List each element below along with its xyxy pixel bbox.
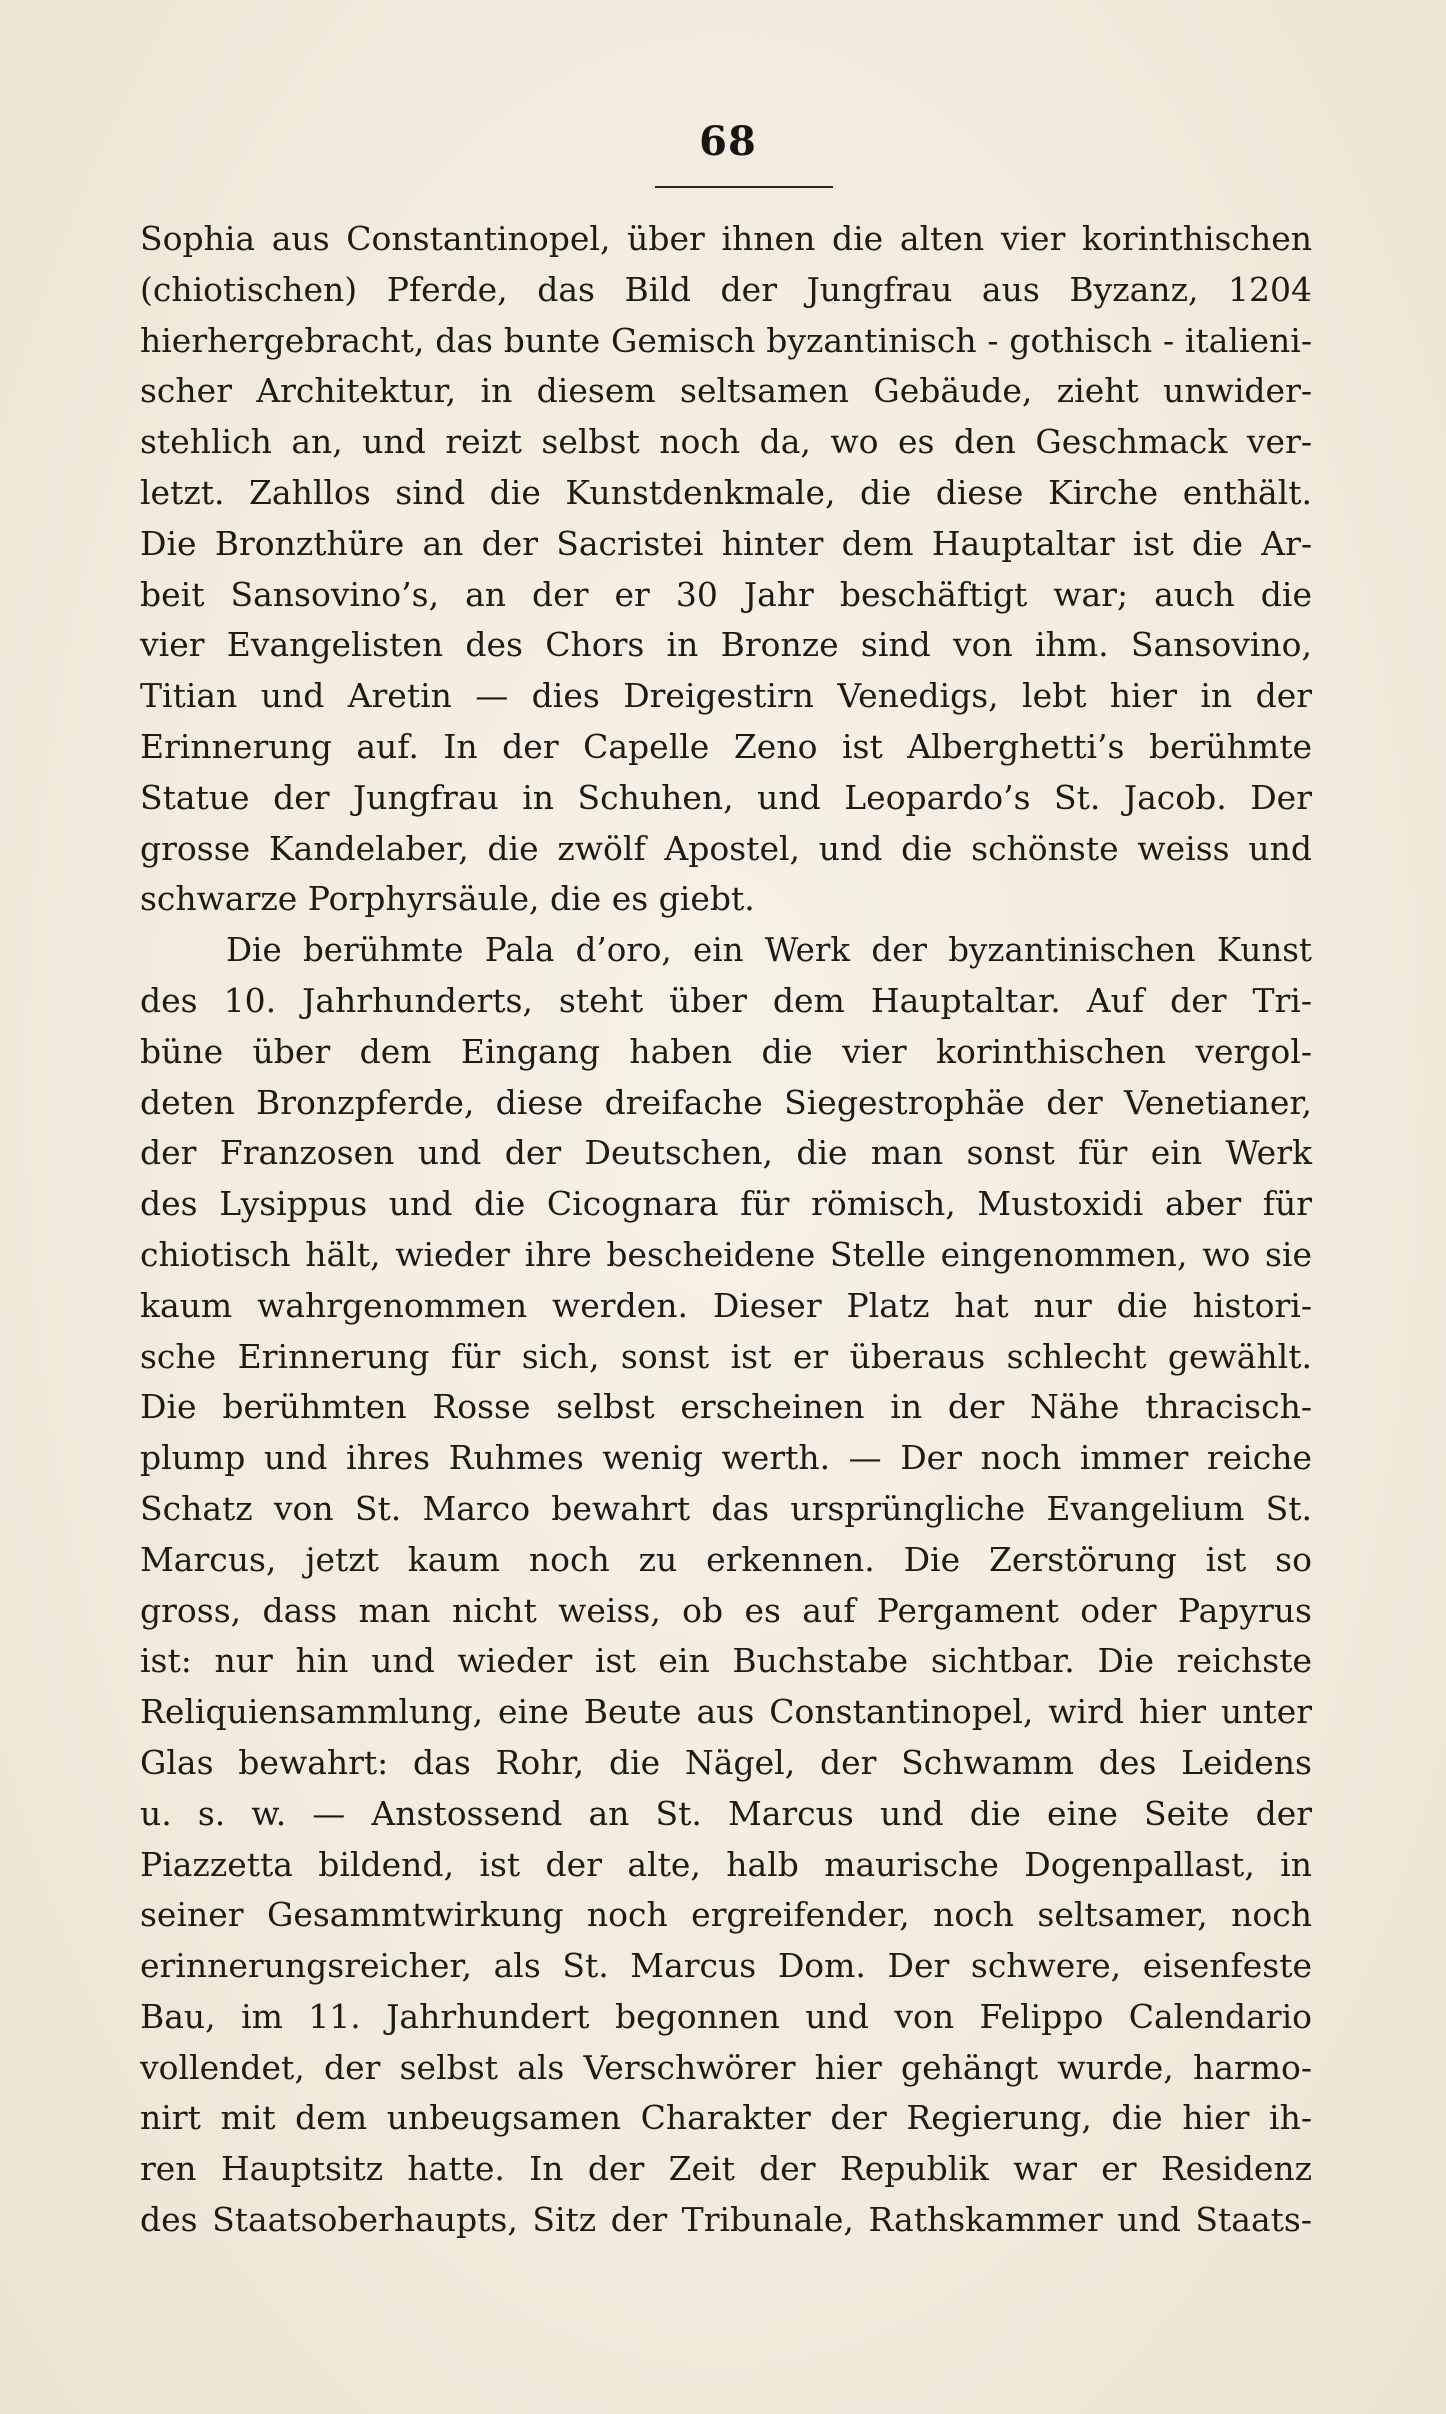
text-line: Die berühmten Rosse selbst erscheinen in der Nähe thracisch-	[140, 1387, 1312, 1427]
text-line: Marcus, jetzt kaum noch zu erkennen. Die Zerstörung ist so	[140, 1539, 1312, 1579]
text-line: scher Architektur, in diesem seltsamen Gebäude, zieht unwider-	[140, 371, 1312, 411]
header-rule	[655, 186, 833, 188]
text-line: vier Evangelisten des Chors in Bronze sind von ihm. Sansovino,	[140, 625, 1312, 665]
text-line: u. s. w. — Anstossend an St. Marcus und die eine Seite der	[140, 1793, 1312, 1833]
text-line: Sophia aus Constantinopel, über ihnen die alten vier korinthischen	[140, 219, 1312, 258]
text-line: des 10. Jahrhunderts, steht über dem Hauptaltar. Auf der Tri-	[140, 980, 1312, 1020]
text-line: (chiotischen) Pferde, das Bild der Jungfrau aus Byzanz, 1204	[140, 269, 1312, 309]
text-line: Statue der Jungfrau in Schuhen, und Leopardo’s St. Jacob. Der	[140, 777, 1312, 817]
text-line: Die berühmte Pala d’oro, ein Werk der byzantinischen Kunst	[226, 931, 1312, 970]
text-line: seiner Gesammtwirkung noch ergreifender, noch seltsamer, noch	[140, 1895, 1312, 1935]
text-line: Titian und Aretin — dies Dreigestirn Venedigs, lebt hier in der	[140, 676, 1312, 716]
body-text	[140, 214, 1312, 2246]
text-line: ist: nur hin und wieder ist ein Buchstabe sichtbar. Die reichste	[140, 1641, 1312, 1681]
text-line: des Lysippus und die Cicognara für römisch, Mustoxidi aber für	[140, 1184, 1312, 1224]
text-line: vollendet, der selbst als Verschwörer hier gehängt wurde, harmo-	[140, 2047, 1312, 2087]
text-line: deten Bronzpferde, diese dreifache Siegestrophäe der Venetianer,	[140, 1082, 1312, 1122]
text-line: Piazzetta bildend, ist der alte, halb maurische Dogenpallast, in	[140, 1844, 1312, 1884]
text-line: Bau, im 11. Jahrhundert begonnen und von Felippo Calendario	[140, 1996, 1312, 2036]
text-line: sche Erinnerung für sich, sonst ist er überaus schlecht gewählt.	[140, 1336, 1312, 1376]
text-line: beit Sansovino’s, an der er 30 Jahr beschäftigt war; auch die	[140, 574, 1312, 614]
text-line: nirt mit dem unbeugsamen Charakter der Regierung, die hier ih-	[140, 2098, 1312, 2138]
text-line: hierhergebracht, das bunte Gemisch byzantinisch - gothisch - italieni-	[140, 320, 1312, 360]
text-line: letzt. Zahllos sind die Kunstdenkmale, die diese Kirche enthält.	[140, 472, 1312, 512]
text-line: der Franzosen und der Deutschen, die man sonst für ein Werk	[140, 1133, 1312, 1173]
text-line: Glas bewahrt: das Rohr, die Nägel, der Schwamm des Leidens	[140, 1742, 1312, 1782]
text-line: chiotisch hält, wieder ihre bescheidene Stelle eingenommen, wo sie	[140, 1234, 1312, 1274]
text-line: ren Hauptsitz hatte. In der Zeit der Republik war er Residenz	[140, 2149, 1312, 2189]
page-number: 68	[699, 118, 757, 165]
text-line: Die Bronzthüre an der Sacristei hinter dem Hauptaltar ist die Ar-	[140, 523, 1312, 563]
text-line: grosse Kandelaber, die zwölf Apostel, und die schönste weiss und	[140, 828, 1312, 868]
text-line: Erinnerung auf. In der Capelle Zeno ist Alberghetti’s berühmte	[140, 726, 1312, 766]
text-line: Schatz von St. Marco bewahrt das ursprüngliche Evangelium St.	[140, 1488, 1312, 1528]
text-line: büne über dem Eingang haben die vier korinthischen vergol-	[140, 1031, 1312, 1071]
text-line: schwarze Porphyrsäule, die es giebt.	[140, 879, 755, 919]
text-line: stehlich an, und reizt selbst noch da, wo es den Geschmack ver-	[140, 422, 1312, 462]
text-line: erinnerungsreicher, als St. Marcus Dom. Der schwere, eisenfeste	[140, 1946, 1312, 1986]
text-line: des Staatsoberhaupts, Sitz der Tribunale, Rathskammer und Staats-	[140, 2200, 1312, 2240]
text-line: Reliquiensammlung, eine Beute aus Constantinopel, wird hier unter	[140, 1692, 1312, 1732]
text-line: plump und ihres Ruhmes wenig werth. — Der noch immer reiche	[140, 1438, 1312, 1478]
text-line: kaum wahrgenommen werden. Dieser Platz hat nur die histori-	[140, 1285, 1312, 1325]
text-line: gross, dass man nicht weiss, ob es auf Pergament oder Papyrus	[140, 1590, 1312, 1630]
